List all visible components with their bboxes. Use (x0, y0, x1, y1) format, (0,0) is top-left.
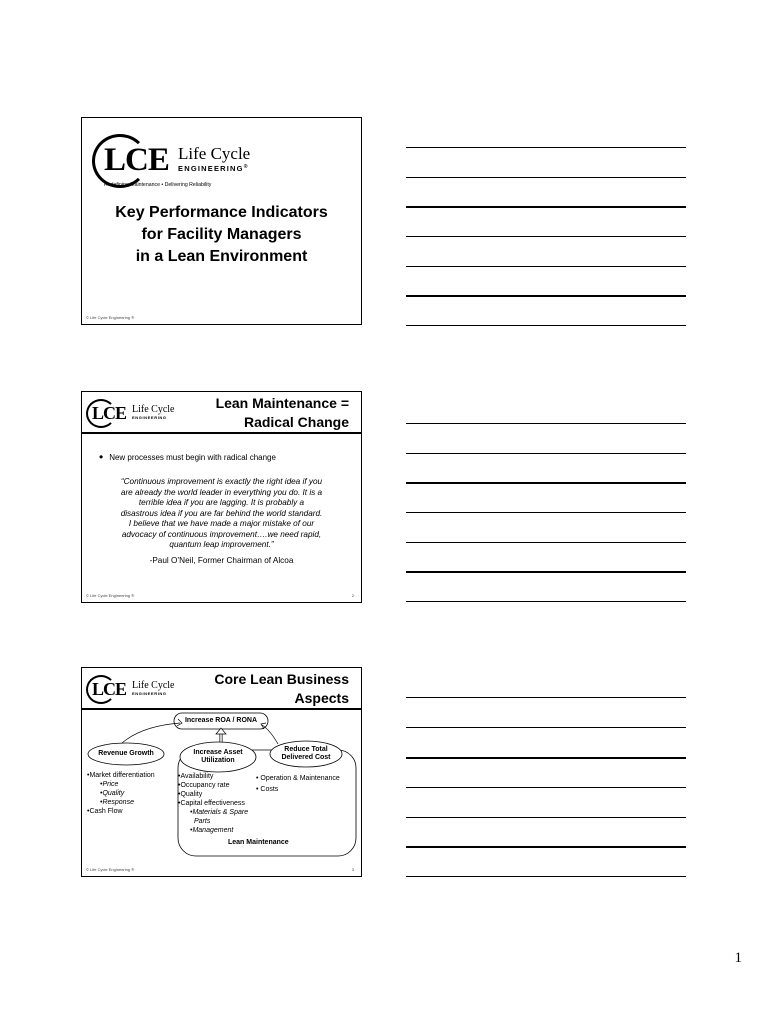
title-line: for Facility Managers (141, 226, 302, 243)
left-item: •Cash Flow (87, 808, 123, 815)
slide-number: 2 (351, 593, 354, 598)
bullet-icon: • (99, 450, 104, 464)
quote-line: are already the world leader in everything you do. It is a (120, 487, 323, 497)
logo-sub: ENGINEERING® (178, 164, 249, 173)
slide-2-title (216, 394, 349, 432)
logo-name: Life Cycle (132, 680, 175, 691)
quote-line: quantum leap improvement.” (169, 540, 274, 549)
notes-line (406, 846, 686, 848)
bullet-item (99, 450, 276, 464)
mid-subitem: •Materials & Spare (190, 809, 249, 816)
quote-attribution: -Paul O’Neil, Former Chairman of Alcoa (149, 556, 294, 565)
notes-line (406, 512, 686, 513)
lce-logo (92, 130, 262, 192)
mid-node-line: Increase Asset (193, 749, 243, 756)
logo-mark: LCE (104, 142, 169, 178)
title-line: in a Lean Environment (135, 248, 308, 265)
slide-1-title (82, 202, 361, 268)
top-node-label: Increase ROA / RONA (184, 717, 258, 724)
notes-line (406, 601, 686, 602)
logo-sub: ENGINEERING (132, 691, 167, 696)
notes-line (406, 453, 686, 454)
title-divider (82, 432, 361, 434)
notes-line (406, 876, 686, 877)
left-item: •Market differentiation (87, 772, 155, 779)
logo-sub: ENGINEERING (132, 415, 167, 420)
slide-2 (81, 391, 362, 603)
mid-subitem: Parts (194, 818, 211, 825)
slide-1 (81, 117, 362, 325)
right-item: • Costs (256, 786, 279, 793)
right-node-label (270, 746, 342, 762)
right-node-line: Delivered Cost (281, 754, 331, 761)
bullet-text: New processes must begin with radical change (109, 453, 276, 462)
mid-node-label (180, 749, 256, 765)
notes-line (406, 787, 686, 788)
right-item: • Operation & Maintenance (256, 775, 340, 782)
title-line: Key Performance Indicators (115, 204, 328, 221)
left-subitem: •Price (100, 781, 119, 788)
notes-line (406, 757, 686, 759)
notes-line (406, 817, 686, 818)
left-subitem: •Response (100, 799, 134, 806)
mid-item: •Capital effectiveness (178, 800, 245, 807)
logo-mark: LCE (92, 679, 127, 699)
title-line: Lean Maintenance = (215, 395, 349, 411)
quote-line: advocacy of continuous improvement….we need rapid, (121, 529, 322, 539)
logo-name: Life Cycle (178, 144, 251, 163)
notes-line (406, 542, 686, 543)
right-node-line: Reduce Total (284, 746, 328, 753)
notes-line (406, 727, 686, 728)
notes-line (406, 325, 686, 326)
quote-line: I believe that we have made a major mistake of our (128, 519, 315, 528)
left-node-label: Revenue Growth (98, 750, 154, 757)
quote-line: “Continuous improvement is exactly the right idea if you (120, 477, 323, 486)
title-line: Core Lean Business (214, 671, 349, 687)
mid-item: •Availability (178, 773, 214, 780)
arrow-left (122, 723, 180, 743)
notes-line (406, 266, 686, 267)
page-number: 1 (734, 950, 742, 966)
notes-line (406, 571, 686, 573)
notes-line (406, 295, 686, 297)
notes-line (406, 147, 686, 148)
title-line: Radical Change (243, 414, 349, 430)
notes-line (406, 697, 686, 698)
left-subitem: •Quality (100, 790, 125, 797)
notes-line (406, 482, 686, 484)
quote-block (92, 477, 351, 551)
mid-item: •Quality (178, 791, 203, 798)
slide-3 (81, 667, 362, 877)
title-line: Aspects (294, 690, 349, 706)
logo-tagline: Redefining Maintenance • Delivering Reliability (104, 182, 212, 188)
quote-line: terrible idea if you are lagging. It is probably a (138, 498, 305, 507)
slide-footer: © Life Cycle Engineering ® (86, 867, 135, 872)
slide-footer: © Life Cycle Engineering ® (86, 315, 135, 320)
mid-node-line: Utilization (201, 757, 235, 764)
notes-line (406, 177, 686, 178)
mid-subitem: •Management (190, 827, 234, 834)
slide-footer: © Life Cycle Engineering ® (86, 593, 135, 598)
notes-line (406, 236, 686, 237)
lean-maintenance-label: Lean Maintenance (228, 839, 289, 846)
logo-name: Life Cycle (132, 404, 175, 415)
lce-logo-small (86, 396, 178, 430)
slide-number: 3 (351, 867, 354, 872)
quote-line: disastrous idea if you are far behind the world standard. (120, 508, 323, 518)
mid-item: •Occupancy rate (178, 782, 230, 789)
notes-line (406, 423, 686, 424)
notes-line (406, 206, 686, 208)
logo-mark: LCE (92, 403, 127, 423)
